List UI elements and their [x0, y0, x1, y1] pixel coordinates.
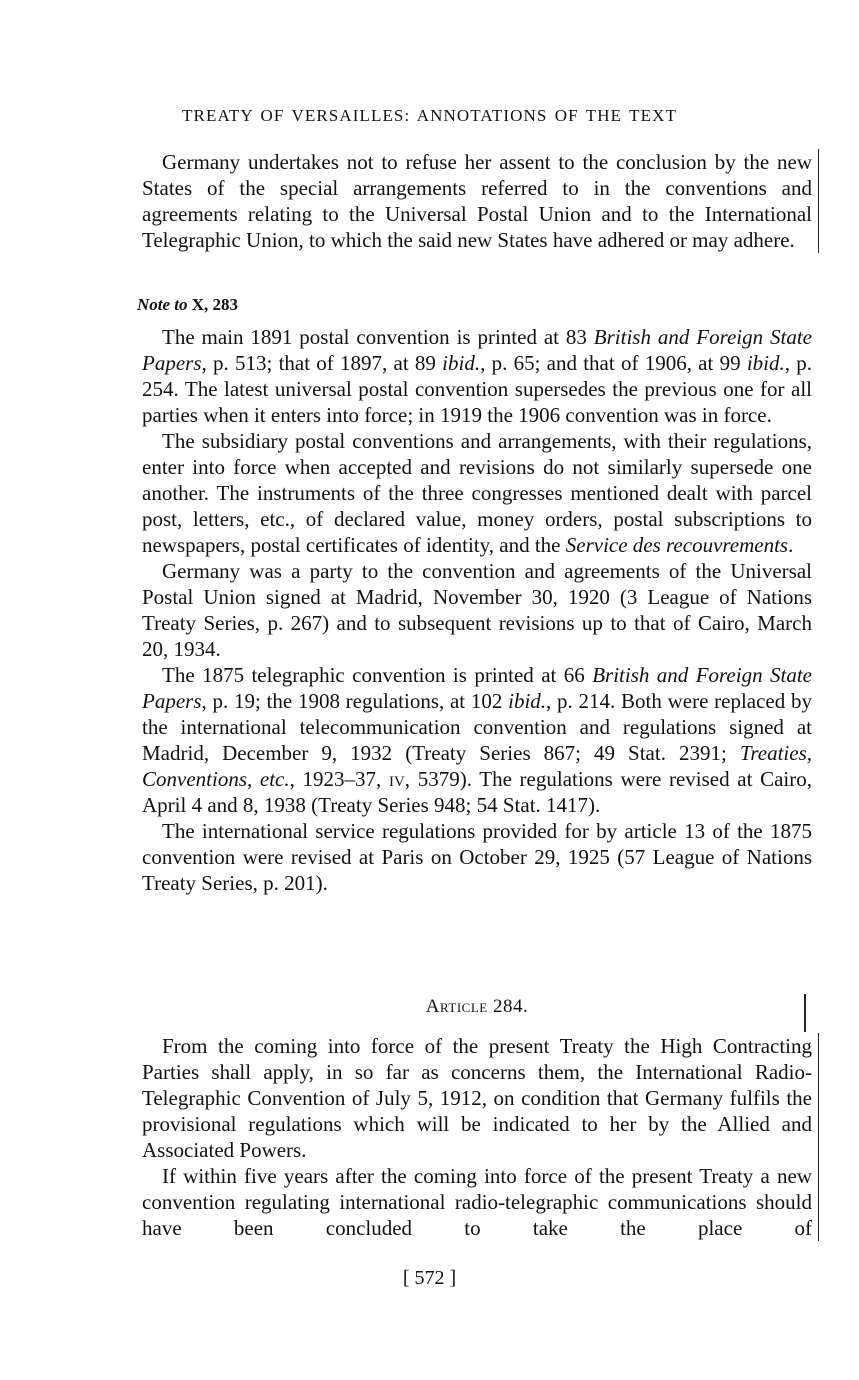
note-paragraph-5: The international service regulations provided for by article 13 of the 1875 convention were revised at Paris on October 29, 1925 (57 League of Nations Treaty Series, p. 201). — [142, 819, 812, 895]
article-paragraph-2: If within five years after the coming into force of the present Treaty a new convention regulating international radio-telegraphic communications should have been concluded to take the place of — [142, 1164, 812, 1240]
treaty-paragraph: Germany undertakes not to refuse her assent to the conclusion by the new States of the special arrangements referred to in the conventions and agreements relating to the Universal Postal Union and to the International Telegraphic Union, to which the said new States have adhered or may adhere. — [142, 150, 812, 252]
note-paragraph-1: The main 1891 postal convention is printed at 83 British and Foreign State Papers, p. 513; that of 1897, at 89 ibid., p. 65; and that of 1906, at 99 ibid., p. 254. The latest universal postal convention supersedes the previous one for all parties when it enters into force; in 1919 the 1906 convention was in force. — [142, 325, 812, 427]
note-heading — [137, 295, 238, 315]
note-paragraph-2: The subsidiary postal conventions and arrangements, with their regulations, enter into force when accepted and revisions do not similarly supersede one another. The instruments of the three congresses mentioned dealt with parcel post, letters, etc., of declared value, money orders, postal subscriptions to newspapers, postal certificates of identity, and the Service des recouvrements. — [142, 429, 812, 557]
treaty-text-continuation — [142, 149, 819, 253]
note-heading-ref: X, 283 — [191, 295, 239, 314]
running-header: TREATY OF VERSAILLES: ANNOTATIONS OF THE TEXT — [182, 106, 677, 125]
note-paragraph-4: The 1875 telegraphic convention is printed at 66 British and Foreign State Papers, p. 19; the 1908 regulations, at 102 ibid., p. 214. Both were replaced by the international telecommunication convention and regulations signed at Madrid, December 9, 1932 (Treaty Series 867; 49 Stat. 2391; Treaties, Conventions, etc., 1923–37, iv, 5379). The regulations were revised at Cairo, April 4 and 8, 1938 (Treaty Series 948; 54 Stat. 1417). — [142, 663, 813, 817]
note-heading-prefix: Note to — [137, 295, 188, 314]
article-284-text — [142, 1033, 819, 1241]
page-number: [ 572 ] — [402, 1267, 457, 1289]
article-paragraph-1: From the coming into force of the present Treaty the High Contracting Parties shall apply, in so far as concerns them, the International Radio-Telegraphic Convention of July 5, 1912, on condition that Germany fulfils the provisional regulations which will be indicated to her by the Allied and Associated Powers. — [142, 1034, 812, 1162]
note-body — [142, 324, 812, 896]
note-paragraph-3: Germany was a party to the convention and agreements of the Universal Postal Union signed at Madrid, November 30, 1920 (3 League of Nations Treaty Series, p. 267) and to subsequent revisions up to that of Cairo, March 20, 1934. — [142, 559, 812, 661]
article-heading: Article 284. — [425, 996, 529, 1017]
